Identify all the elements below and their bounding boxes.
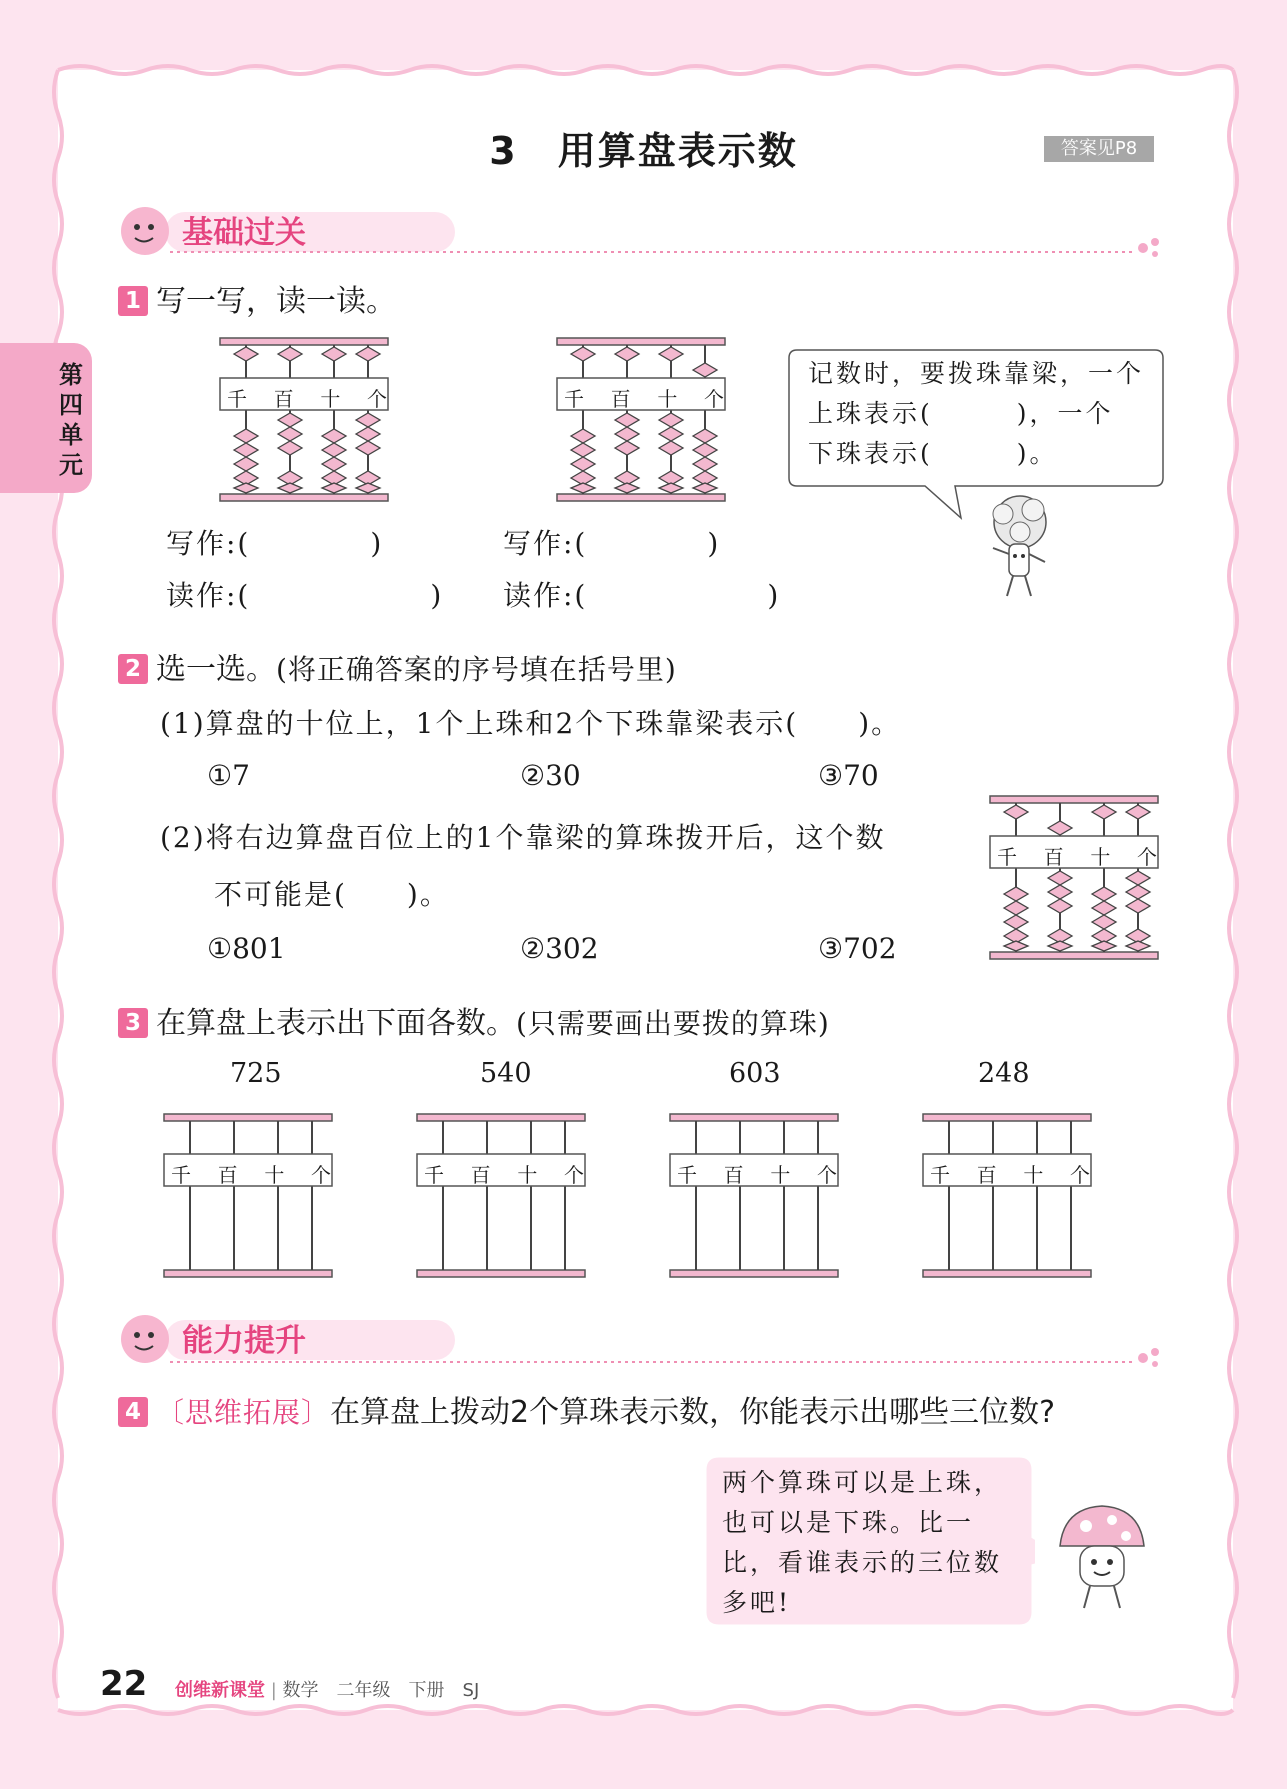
page-title: 3 用算盘表示数 [489, 129, 798, 173]
abacus-1-labels: 千 百 十 个 [227, 387, 387, 411]
q2-p2-option-3[interactable]: ③702 [818, 932, 897, 965]
q1-bubble-text: 记数时，要拨珠靠梁，一个 上珠表示( )，一个 下珠表示( )。 [808, 359, 1145, 468]
question-note: (将正确答案的序号填在括号里) [276, 653, 677, 686]
q2-p1-option-1[interactable]: ①7 [207, 759, 250, 792]
q2-p2-option-1[interactable]: ①801 [207, 932, 286, 965]
unit-tab-label: 第四单元 [59, 361, 83, 479]
abacus-2 [555, 336, 731, 506]
abacus-q2-labels: 千 百 十 个 [997, 845, 1157, 869]
footer-brand: 创维新课堂 [175, 1680, 265, 1701]
empty-abacus-1[interactable] [162, 1112, 338, 1282]
question-tag: 〔思维拓展〕 [156, 1396, 331, 1429]
abacus-1 [218, 336, 394, 506]
empty-abacus-3-labels: 千 百 十 个 [677, 1163, 837, 1187]
question-number: 4 [118, 1397, 148, 1427]
section-title-advanced: 能力提升 [182, 1323, 306, 1359]
footer-info: 创维新课堂 | 数学 二年级 下册 SJ [175, 1680, 480, 1701]
question-prompt: 在算盘上拨动2个算珠表示数，你能表示出哪些三位数? [330, 1395, 1056, 1430]
q2-p1-option-2[interactable]: ②30 [520, 759, 581, 792]
abacus-q2 [988, 794, 1164, 964]
mushroom-mascot-icon [1050, 1502, 1150, 1614]
q3-number-2: 540 [480, 1058, 532, 1089]
question-number: 1 [118, 286, 148, 316]
empty-abacus-1-labels: 千 百 十 个 [171, 1163, 331, 1187]
page-number: 22 [100, 1664, 148, 1704]
q3-number-1: 725 [230, 1058, 282, 1089]
q1-write-blank-2[interactable]: 写作:( ) [503, 527, 721, 560]
q1-read-blank-2[interactable]: 读作:( ) [503, 579, 781, 612]
question-2 [118, 644, 677, 688]
abacus-2-labels: 千 百 十 个 [564, 387, 724, 411]
q2-p2-option-2[interactable]: ②302 [520, 932, 599, 965]
question-3 [118, 998, 830, 1042]
question-prompt: 写一写，读一读。 [156, 284, 396, 319]
q1-read-blank-1[interactable]: 读作:( ) [166, 579, 444, 612]
question-prompt: 选一选。 [156, 652, 276, 687]
broccoli-mascot-icon [975, 492, 1065, 602]
question-number: 3 [118, 1008, 148, 1038]
q3-number-4: 248 [978, 1058, 1030, 1089]
q2-part2-line1: (2)将右边算盘百位上的1个靠梁的算珠拨开后，这个数 [160, 821, 886, 854]
empty-abacus-4[interactable] [921, 1112, 1097, 1282]
mascot-face-icon [121, 1315, 169, 1363]
q2-part2-line2: 不可能是( )。 [214, 878, 450, 911]
question-note: (只需要画出要拨的算珠) [516, 1007, 830, 1040]
q2-p1-option-3[interactable]: ③70 [818, 759, 879, 792]
q1-write-blank-1[interactable]: 写作:( ) [166, 527, 384, 560]
section-title-basic: 基础过关 [182, 215, 306, 251]
answer-reference-badge: 答案见P8 [1044, 136, 1154, 162]
question-4 [118, 1387, 1055, 1431]
question-number: 2 [118, 654, 148, 684]
question-1 [118, 276, 396, 320]
empty-abacus-4-labels: 千 百 十 个 [930, 1163, 1090, 1187]
empty-abacus-2-labels: 千 百 十 个 [424, 1163, 584, 1187]
empty-abacus-3[interactable] [668, 1112, 844, 1282]
q3-number-3: 603 [729, 1058, 781, 1089]
empty-abacus-2[interactable] [415, 1112, 591, 1282]
q4-bubble-text: 两个算珠可以是上珠， 也可以是下珠。比一 比，看谁表示的三位数 多吧! [722, 1468, 1003, 1617]
q2-part1: (1)算盘的十位上，1个上珠和2个下珠靠梁表示( )。 [160, 707, 902, 740]
mascot-face-icon [121, 207, 169, 255]
footer-book-info: 数学 二年级 下册 SJ [282, 1680, 480, 1701]
question-prompt: 在算盘上表示出下面各数。 [156, 1006, 516, 1041]
